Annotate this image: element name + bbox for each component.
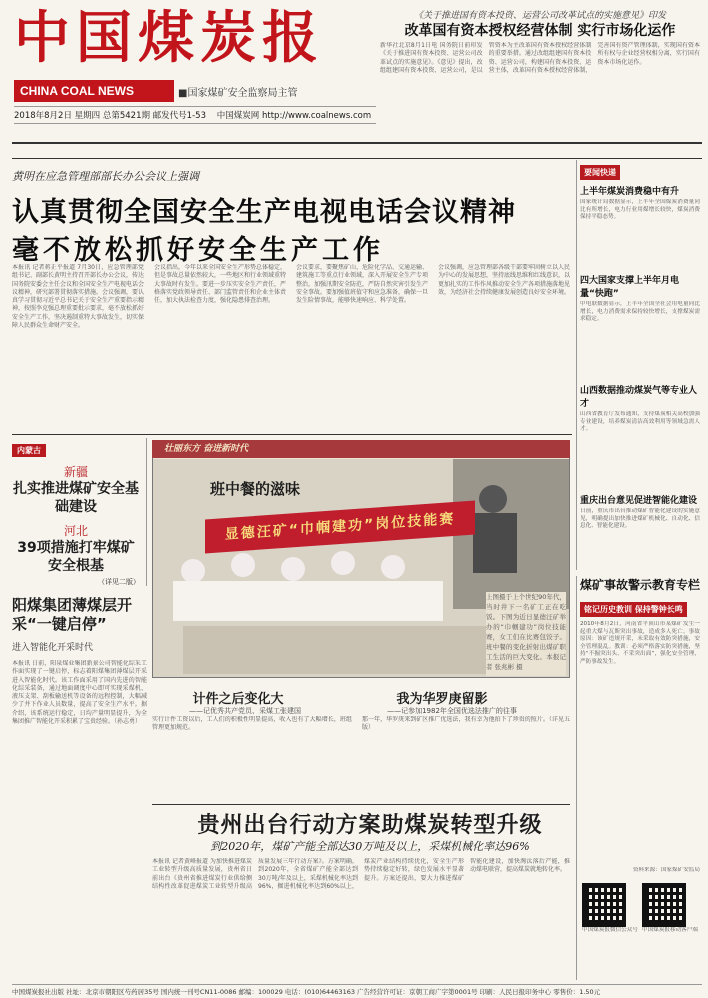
- qr-code-icon: [582, 883, 626, 927]
- news-box-tag: 内蒙古: [12, 444, 46, 457]
- sidebar-item-body: 中电联数据显示，上半年全国全社会用电量同比增长，电力消费需求保持较快增长，支撑煤炭需求稳定。: [580, 301, 700, 323]
- lead-col-4: 会议强调，应急管理部各级干部要牢固树立以人民为中心的发展思想，坚持底线思维和红线意识，以更加扎实的工作作风推动安全生产各项措施落地见效，为经济社会持续健康发展创造良好安全环境。: [438, 264, 570, 296]
- sidebar-item-title[interactable]: 上半年煤炭消费稳中有升: [580, 187, 680, 197]
- qr-label: 中国煤炭报微信公众号: [582, 926, 638, 933]
- lead-col-2: 会议指出，今年以来全国安全生产形势总体稳定，但是事故总量依然较大，一些地区和行业领域重特大事故时有发生。要进一步压实安全生产责任，严格落实党政领导责任、部门监管责任和企业主体责任，加大执法检查力度，强化隐患排查治理。: [154, 264, 286, 305]
- main2-subhead: 到2020年，煤矿产能全部达30万吨及以上，采煤机械化率达96%: [210, 840, 530, 853]
- sidebar-item-body: 山西省教育厅发布通知，支持煤炭相关高校加强专业建设，培养煤炭清洁高效利用等领域急需人才。: [580, 411, 700, 433]
- news-box-region: 新疆: [63, 465, 88, 479]
- header-divider-thin: [12, 158, 702, 159]
- masthead-sponsor: ■国家煤矿安全监察局主管: [178, 88, 298, 99]
- lead-col-3: 会议要求，要聚焦矿山、危险化学品、交通运输、建筑施工等重点行业领域，深入开展安全生产专项整治，加强汛期安全防范，严防自然灾害引发生产安全事故。要加强值班值守和应急准备，确保一旦发生险情事故，能够快速响应、科学处置。: [296, 264, 428, 305]
- sidebar-bottom: [580, 576, 700, 934]
- qr-app[interactable]: [642, 883, 698, 935]
- qr-codes: [580, 883, 700, 935]
- sidebar-item-body: 日前，重庆市出台推动煤矿智能化建设的实施意见，明确提出加快推进煤矿机械化、自动化、信息化、智能化建设。: [580, 508, 700, 530]
- section-divider: [12, 434, 572, 435]
- sidebar-divider: [576, 576, 577, 980]
- sub-story-body: 那一年，华罗庚来到矿区推广优选法，我有幸为他拍下了珍贵的照片。（详见五版）: [362, 716, 570, 732]
- article2-headline[interactable]: 阳煤集团薄煤层开采“一键启停”: [12, 596, 133, 633]
- sidebar-bottom-body: 2010年8月2日，河南省平顶山市某煤矿发生一起重大煤与瓦斯突出事故，造成多人死亡。事故原因：该矿违规开采，未采取有效防突措施，安全管理混乱。教训：必须严格落实防突措施，坚持“不掘突出头、不采突出面”，强化安全管理，严防事故发生。: [580, 621, 700, 665]
- sub-story-body: 实行计件工资以后，工人们的积极性明显提高，收入也有了大幅增长，班组管理更加规范。: [152, 716, 352, 732]
- lead-col-1: 本报讯 记者蒋正平报道 7月30日，应急管理部党组书记、副部长黄明主持召开部长办公会议，传达国务院安委会主任会议和全国安全生产电视电话会议精神，研究部署贯彻落实措施。会议强调，要认真学习贯彻习近平总书记关于安全生产重要指示精神，按照李克强总理重要批示要求，毫不放松抓好安全生产工作，坚决遏制重特大事故发生，切实保障人民群众生命财产安全。: [12, 264, 144, 330]
- sidebar-item-title[interactable]: 四大国家支撑上半年月电量“快跑”: [580, 276, 680, 299]
- website-link[interactable]: 中国煤炭网 http://www.coalnews.com: [216, 111, 372, 121]
- qr-wechat[interactable]: [582, 883, 638, 935]
- header-divider: [12, 142, 702, 144]
- main2-body: 本报讯 记者黄峰报道 为加快推进煤炭工业转型升级高质量发展，贵州省日前出台《贵州省推进煤炭行业供给侧结构性改革促进煤炭工业转型升级高质量发展三年行动方案》。方案明确，到2020年，全省煤矿产能全部达到30万吨/年及以上，采煤机械化率达到96%，掘进机械化率达到60%以上，煤炭产业结构持续优化，安全生产形势持续稳定好转，绿色发展水平显著提升。方案还提出，要大力推进煤矿智能化建设，加快淘汰落后产能，推动煤电联营，提高煤炭就地转化率。: [152, 858, 570, 890]
- photo-caption: 上图摄于上个世纪90年代，当时井下一名矿工正在吃饭。下图为近日显德汪矿举办的“巾帼建功”岗位技能赛，女工们在比赛包饺子。班中餐的变化折射出煤矿职工生活的巨大变化。本报记者 张兆彬 摄: [486, 592, 566, 676]
- qr-code-icon: [642, 883, 686, 927]
- photo-band: 壮丽东方 奋进新时代: [152, 440, 570, 458]
- section-divider: [152, 804, 570, 805]
- sidebar-divider: [576, 160, 577, 570]
- sidebar-item-title[interactable]: 山西数据推动煤炭气等专业人才: [580, 386, 698, 409]
- sub-story-subhead: ——记参加1982年全国优选法推广的往事: [387, 707, 517, 715]
- sub-story-headline[interactable]: 计件之后变化大: [192, 692, 284, 707]
- main2-headline[interactable]: 贵州出台行动方案助煤炭转型升级: [197, 813, 543, 838]
- lead-body: [12, 264, 572, 434]
- photo-title[interactable]: 班中餐的滋味: [210, 480, 301, 498]
- sidebar-top: [580, 160, 700, 588]
- sub-story-headline[interactable]: 我为华罗庚留影: [396, 692, 488, 707]
- sidebar-tag: 要闻快递: [580, 165, 620, 180]
- masthead-title: 中国煤炭报: [14, 6, 324, 71]
- sidebar-item[interactable]: [580, 184, 700, 271]
- lead-headline[interactable]: 认真贯彻全国安全生产电视电话会议精神: [12, 197, 516, 228]
- qr-label: 中国煤炭报移动客户端: [642, 926, 698, 933]
- header-story-body: 新华社北京8月1日电 国务院日前印发《关于推进国有资本投资、运营公司改革试点的实施意见》。《意见》提出，改组组建国有资本投资、运营公司，是以管资本为主改革国有资本授权经营体制的重要举措。通过改组组建国有资本投资、运营公司，构建国有资本投资、运营主体，改革国有资本授权经营体制，完善国有资产管理体制，实现国有资本所有权与企业经营权相分离，实行国有资本市场化运作。: [380, 42, 700, 74]
- sidebar-bottom-title[interactable]: 煤矿事故警示教育专栏: [580, 578, 701, 592]
- masthead-english: CHINA COAL NEWS: [14, 80, 174, 102]
- masthead-info: [14, 106, 376, 124]
- news-box-region: 河北: [63, 524, 88, 538]
- header-story-title[interactable]: 改革国有资本授权经营体制 实行市场化运作: [404, 23, 676, 39]
- news-box-headline[interactable]: 39项措施打牢煤矿安全根基: [17, 540, 135, 574]
- lead-headline-2[interactable]: 毫不放松抓好安全生产工作: [12, 235, 384, 266]
- sidebar-item[interactable]: [580, 383, 700, 491]
- news-box: [12, 438, 147, 586]
- sidebar-item-title[interactable]: 重庆出台意见促进智能化建设: [580, 496, 698, 506]
- sidebar-bottom-credit: 资料来源：国家煤矿安监局: [632, 867, 700, 873]
- sidebar-item[interactable]: [580, 493, 700, 588]
- sub-story-subhead: ——记优秀共产党员、采煤工张建国: [189, 707, 301, 715]
- sidebar-item[interactable]: [580, 273, 700, 381]
- news-box-headline[interactable]: 扎实推进煤矿安全基础建设: [13, 481, 139, 515]
- sidebar-item-body: 国家统计局数据显示，上半年全国煤炭消费量同比有所增长，电力行业用煤增长较快，煤炭消费保持平稳态势。: [580, 199, 700, 221]
- lead-kicker: 黄明在应急管理部部长办公会议上强调: [12, 170, 199, 183]
- issue-info: 2018年8月2日 星期四 总第5421期 邮发代号1-53: [14, 111, 206, 121]
- article2-body: 本报讯 日前，阳泉煤业集团新景公司智能化综采工作面实现了一键启停，标志着阳煤集团薄煤层开采进入智能化时代。该工作面采用了国内先进的智能化综采装备，通过地面调度中心即可实现采煤机、液压支架、刮板输送机等设备的远程控制，大幅减少了井下作业人员数量，提高了安全生产水平。据介绍，该系统运行稳定，日均产量明显提升，为全集团推广智能化开采积累了宝贵经验。（孙志勇）: [12, 660, 147, 726]
- article2-subhead: 进入智能化开采时代: [12, 643, 94, 653]
- header-story-kicker: 《关于推进国有资本投资、运营公司改革试点的实施意见》印发: [413, 11, 666, 21]
- news-box-note: （详见二版）: [98, 578, 140, 586]
- footer: 中国煤炭报社出版 社址：北京市朝阳区芍药居35号 国内统一刊号CN11-0086 邮编：100029 电话：(010)64463163 广告经营许可证：京朝工商广字第0001号 印刷：人民日报印务中心 零售价：1.50元: [12, 984, 702, 996]
- sidebar-bottom-tag: 铭记历史教训 保持警钟长鸣: [580, 602, 687, 617]
- photo-banner: 显德汪矿“巾帼建功”岗位技能赛: [205, 501, 475, 554]
